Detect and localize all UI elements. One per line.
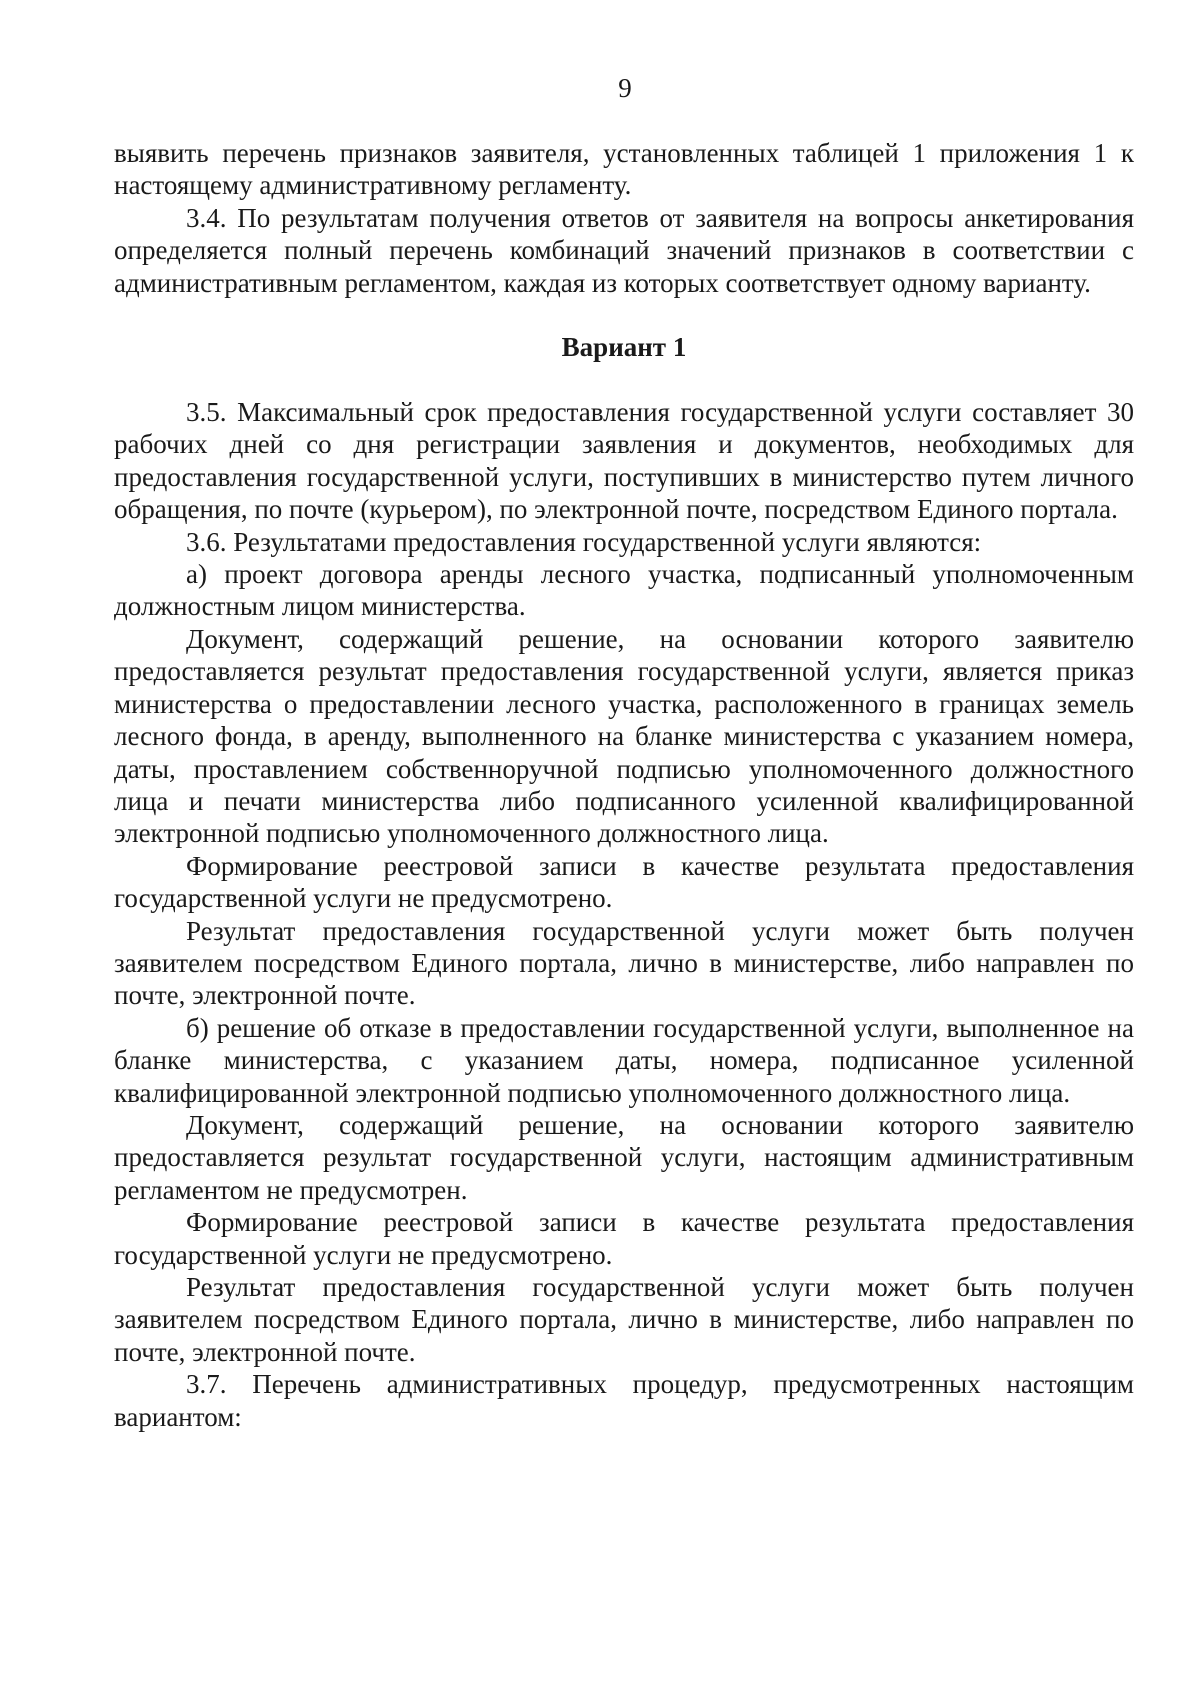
paragraph-result-a: а) проект договора аренды лесного участка, подписанный уполномоченным должностным лицом министерства. bbox=[114, 559, 1134, 622]
paragraph-result-delivery-b: Результат предоставления государственной услуги может быть получен заявителем посредством Единого портала, лично в министерстве, либо направлен по почте, электронной почте. bbox=[114, 1272, 1134, 1367]
paragraph-document-decision-b: Документ, содержащий решение, на основании которого заявителю предоставляется результат государственной услуги, настоящим административным регламентом не предусмотрен. bbox=[114, 1109, 1134, 1205]
paragraph-result-delivery-a: Результат предоставления государственной услуги может быть получен заявителем посредством Единого портала, лично в министерстве, либо направлен по почте, электронной почте. bbox=[114, 915, 1134, 1011]
page-number: 9 bbox=[618, 73, 632, 103]
section-heading-variant-1: Вариант 1 bbox=[561, 332, 687, 363]
paragraph-3-5: 3.5. Максимальный срок предоставления государственной услуги составляет 30 рабочих дней со дня регистрации заявления и документов, необходимых для предоставления государственной услуги, поступивших в министерство путем личного обращения, по почте (курьером), по электронной почте, посредством Единого портала. bbox=[114, 397, 1134, 525]
paragraph-3-4: 3.4. По результатам получения ответов от заявителя на вопросы анкетирования определяется полный перечень комбинаций значений признаков в соответствии с административным регламентом, каждая из которых соответствует одному варианту. bbox=[114, 202, 1134, 298]
paragraph-result-b: б) решение об отказе в предоставлении государственной услуги, выполненное на бланке министерства, с указанием даты, номера, подписанное усиленной квалифицированной электронной подписью уполномоченного должностного лица. bbox=[114, 1012, 1134, 1108]
paragraph-registry-record-a: Формирование реестровой записи в качестве результата предоставления государственной услуги не предусмотрено. bbox=[114, 850, 1134, 914]
paragraph-continuation: выявить перечень признаков заявителя, установленных таблицей 1 приложения 1 к настоящему административному регламенту. bbox=[114, 138, 1134, 201]
paragraph-document-decision-a: Документ, содержащий решение, на основании которого заявителю предоставляется результат предоставления государственной услуги, является приказ министерства о предоставлении лесного участка, расположенного в границах земель лесного фонда, в аренду, выполненного на бланке министерства с указанием номера, даты, проставлением собственноручной подписью уполномоченного должностного лица и печати министерства либо подписанного усиленной квалифицированной электронной подписью уполномоченного должностного лица. bbox=[114, 623, 1134, 849]
document-body bbox=[114, 137, 1134, 1433]
paragraph-registry-record-b: Формирование реестровой записи в качестве результата предоставления государственной услуги не предусмотрено. bbox=[114, 1207, 1134, 1270]
paragraph-3-6: 3.6. Результатами предоставления государственной услуги являются: bbox=[186, 526, 982, 557]
paragraph-3-7: 3.7. Перечень административных процедур, предусмотренных настоящим вариантом: bbox=[114, 1369, 1134, 1432]
